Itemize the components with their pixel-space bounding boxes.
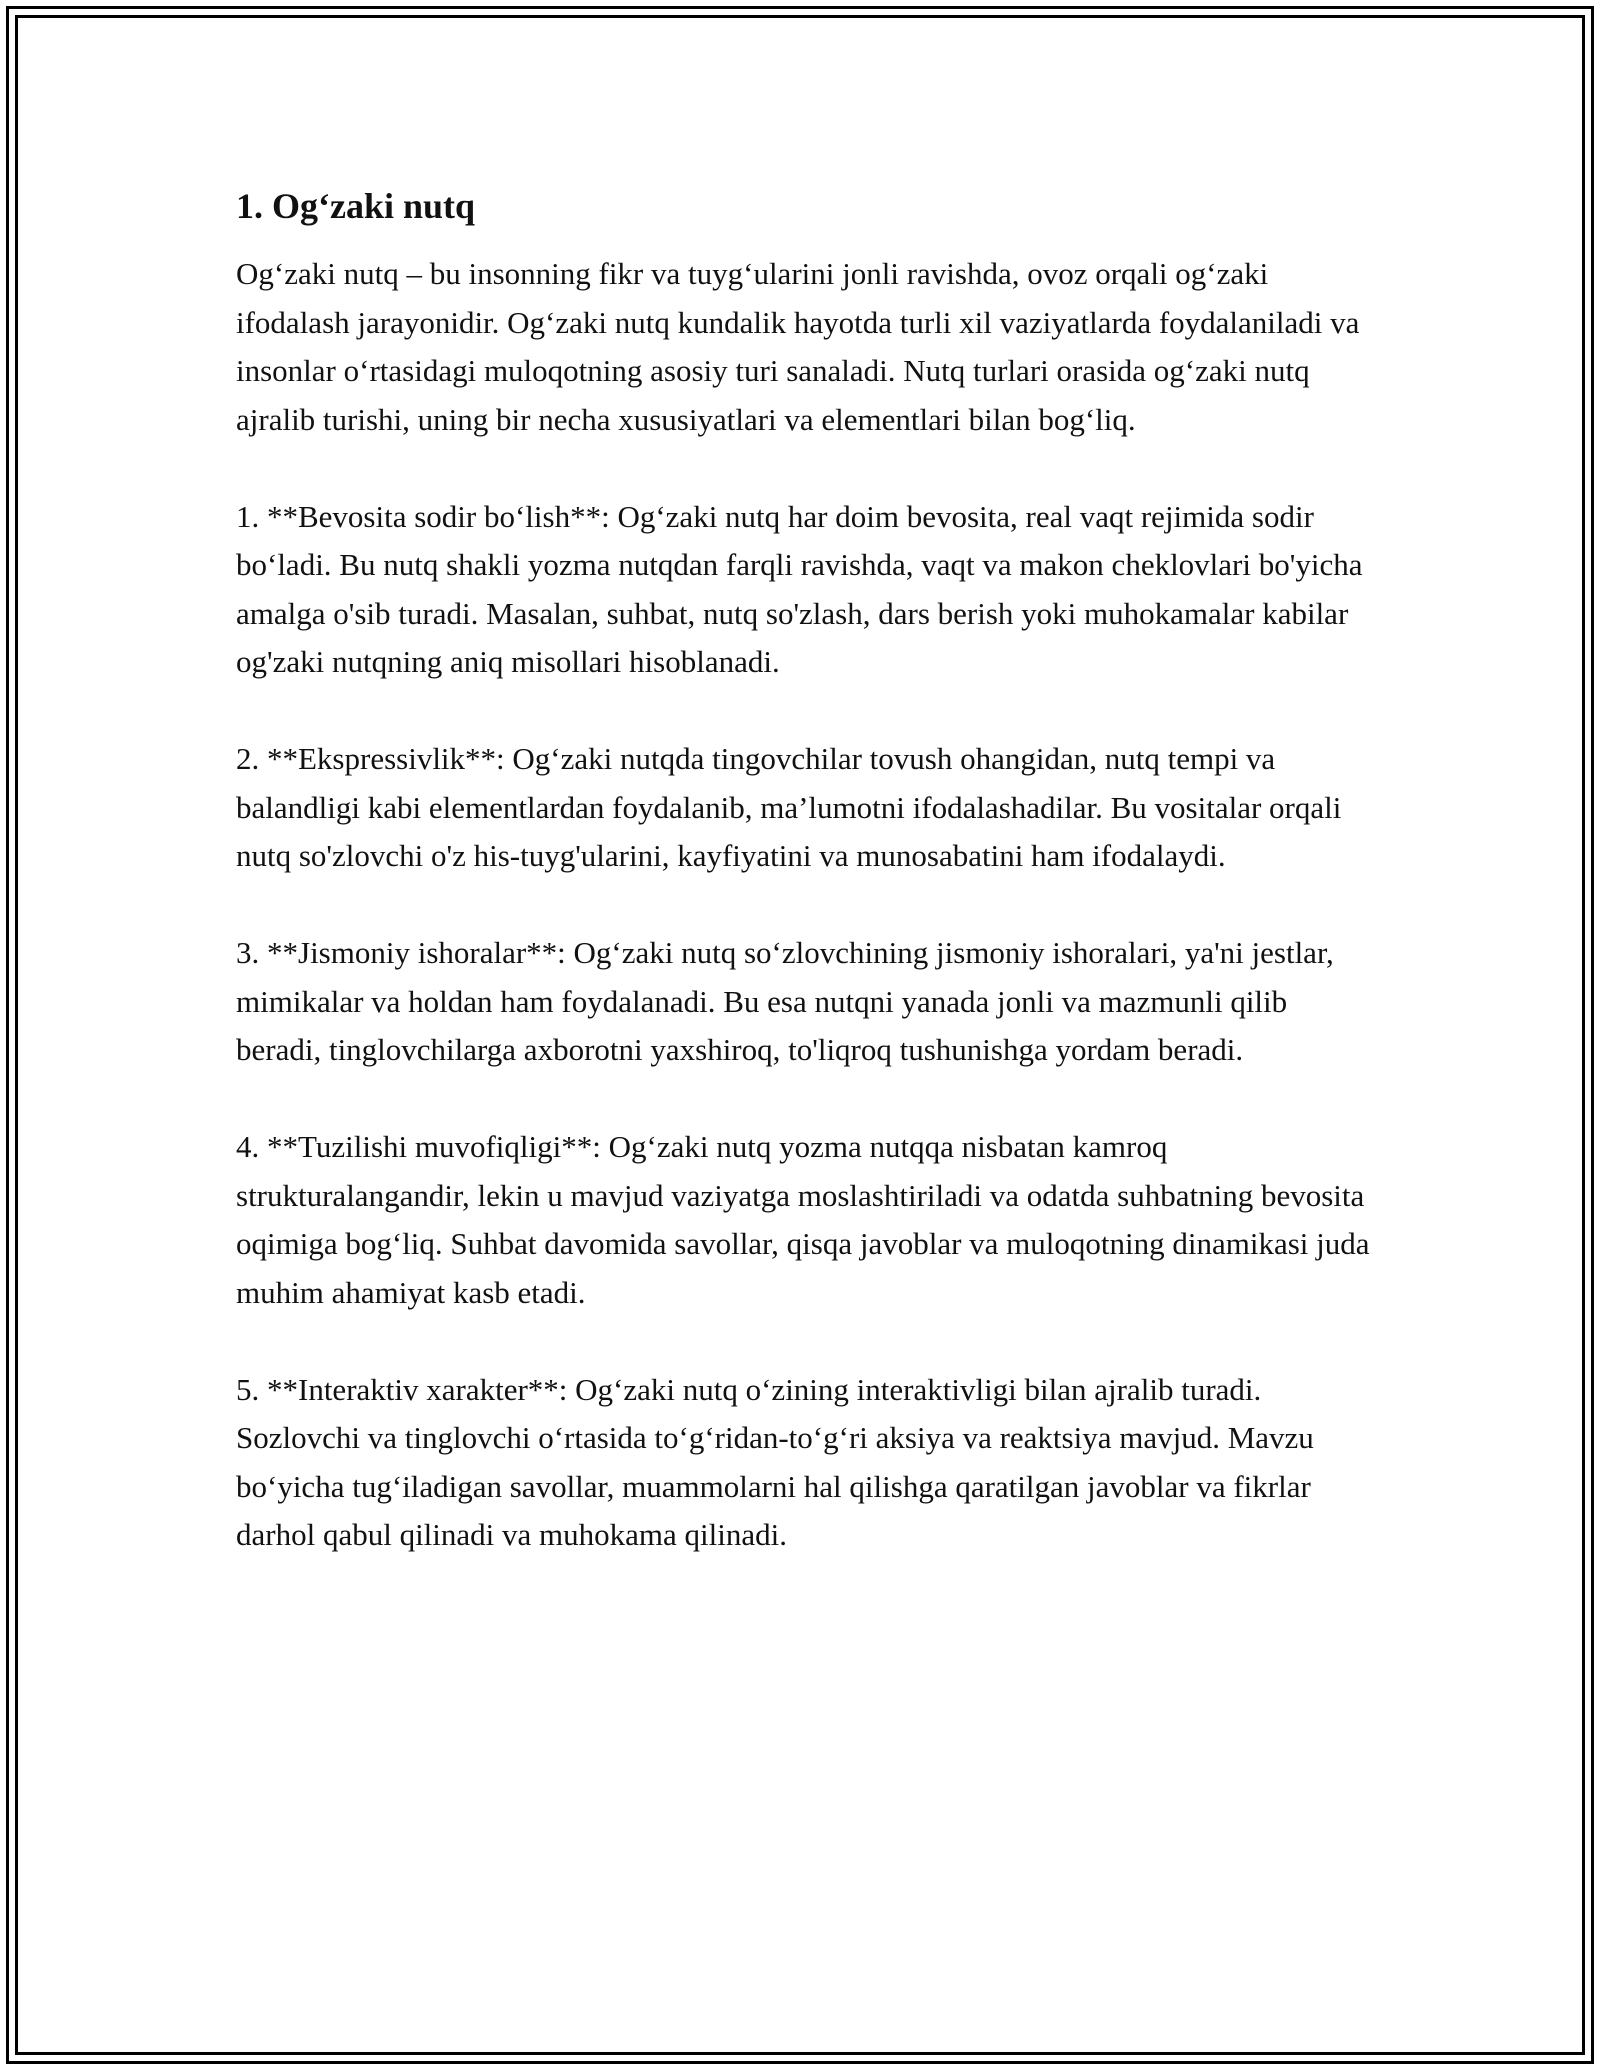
section-heading: 1. Og‘zaki nutq	[236, 186, 476, 226]
paragraph-ekspressivlik: 2. **Ekspressivlik**: Og‘zaki nutqda tingovchilar tovush ohangidan, nutq tempi va balandligi kabi elementlardan foydalanib, ma’lumotni ifodalashadilar. Bu vositalar orqali nutq so'zlovchi o'z his-tuyg'ularini, kayfiyatini va munosabatini ham ifodalaydi.	[236, 741, 1342, 874]
paragraph-tuzilishi: 4. **Tuzilishi muvofiqligi**: Og‘zaki nutq yozma nutqqa nisbatan kamroq strukturalangandir, lekin u mavjud vaziyatga moslashtiriladi va odatda suhbatning bevosita oqimiga bog‘liq. Suhbat davomida savollar, qisqa javoblar va muloqotning dinamikasi juda muhim ahamiyat kasb etadi.	[236, 1129, 1370, 1310]
intro-paragraph: Og‘zaki nutq – bu insonning fikr va tuyg‘ularini jonli ravishda, ovoz orqali og‘zaki ifodalash jarayonidir. Og‘zaki nutq kundalik hayotda turli xil vaziyatlarda foydalaniladi va insonlar o‘rtasidagi muloqotning asosiy turi sanaladi. Nutq turlari orasida og‘zaki nutq ajralib turishi, uning bir necha xususiyatlari va elementlari bilan bog‘liq.	[236, 256, 1360, 437]
paragraph-interaktiv: 5. **Interaktiv xarakter**: Og‘zaki nutq o‘zining interaktivligi bilan ajralib turadi. Sozlovchi va tinglovchi o‘rtasida to‘g‘ridan-to‘g‘ri aksiya va reaktsiya mavjud. Mavzu bo‘yicha tug‘iladigan savollar, muammolarni hal qilishga qaratilgan javoblar va fikrlar darhol qabul qilinadi va muhokama qilinadi.	[236, 1371, 1314, 1553]
paragraph-jismoniy-ishoralar: 3. **Jismoniy ishoralar**: Og‘zaki nutq so‘zlovchining jismoniy ishoralari, ya'ni jestlar, mimikalar va holdan ham foydalanadi. Bu esa nutqni yanada jonli va mazmunli qilib beradi, tinglovchilarga axborotni yaxshiroq, to'liqroq tushunishga yordam beradi.	[236, 935, 1334, 1068]
document-body	[236, 185, 1376, 1608]
paragraph-bevosita: 1. **Bevosita sodir bo‘lish**: Og‘zaki nutq har doim bevosita, real vaqt rejimida sodir bo‘ladi. Bu nutq shakli yozma nutqdan farqli ravishda, vaqt va makon cheklovlari bo'yicha amalga o'sib turadi. Masalan, suhbat, nutq so'zlash, dars berish yoki muhokamalar kabilar og'zaki nutqning aniq misollari hisoblanadi.	[236, 498, 1363, 680]
